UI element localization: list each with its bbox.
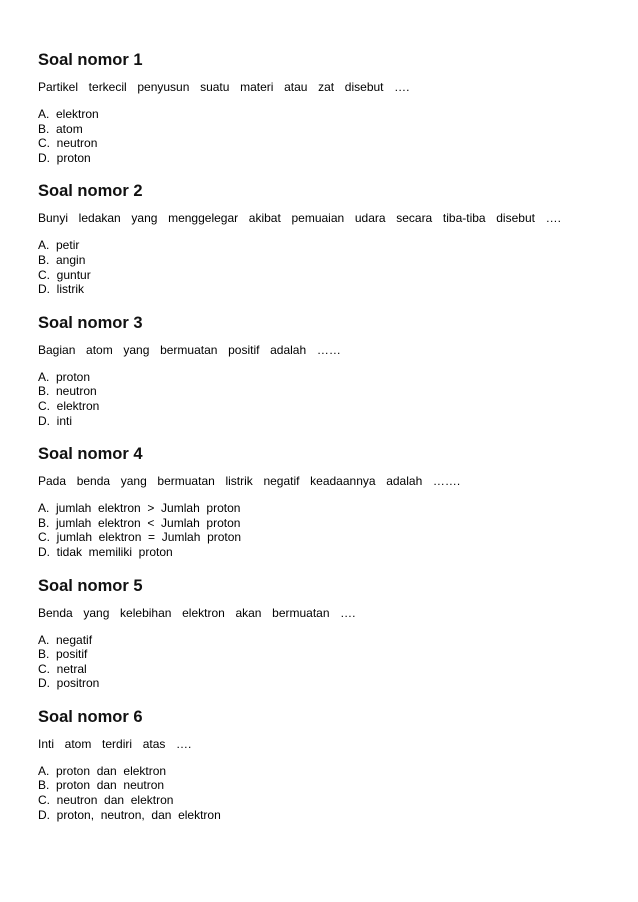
- question-6: [38, 707, 618, 822]
- question-1: [38, 50, 618, 165]
- question-title: Soal nomor 2: [38, 182, 143, 201]
- answer-options: [38, 107, 618, 165]
- option-a: A. proton dan elektron: [38, 763, 167, 778]
- option-d: D. proton, neutron, dan elektron: [38, 807, 221, 822]
- question-text: Partikel terkecil penyusun suatu materi atau zat disebut ….: [38, 80, 410, 94]
- question-text: Bagian atom yang bermuatan positif adalah ……: [38, 342, 341, 357]
- option-d: D. positron: [38, 676, 100, 691]
- question-5: [38, 576, 618, 691]
- question-title: Soal nomor 6: [38, 707, 143, 726]
- option-c: C. guntur: [38, 267, 91, 282]
- question-text: Inti atom terdiri atas ….: [38, 736, 192, 751]
- question-title: Soal nomor 1: [38, 51, 143, 69]
- question-4: [38, 444, 618, 559]
- option-c: C. neutron dan elektron: [38, 793, 174, 808]
- option-b: B. atom: [38, 121, 83, 136]
- question-3: [38, 313, 618, 428]
- question-text: Pada benda yang bermuatan listrik negatif keadaannya adalah …….: [38, 474, 461, 489]
- option-b: B. neutron: [38, 384, 97, 399]
- option-d: D. proton: [38, 150, 91, 165]
- option-a: A. petir: [38, 238, 80, 253]
- option-b: B. jumlah elektron < Jumlah proton: [38, 515, 241, 530]
- answer-options: [38, 370, 618, 428]
- answer-options: [38, 238, 618, 296]
- option-d: D. inti: [38, 413, 73, 428]
- option-c: C. jumlah elektron = Jumlah proton: [38, 530, 242, 545]
- question-title: Soal nomor 4: [38, 445, 143, 464]
- option-b: B. positif: [38, 647, 88, 662]
- option-d: D. tidak memiliki proton: [38, 544, 173, 559]
- option-a: A. elektron: [38, 107, 99, 121]
- option-a: A. jumlah elektron > Jumlah proton: [38, 501, 241, 516]
- document-page: [38, 50, 618, 838]
- option-d: D. listrik: [38, 282, 84, 297]
- answer-options: [38, 764, 618, 822]
- answer-options: [38, 501, 618, 559]
- option-c: C. neutron: [38, 136, 98, 151]
- option-c: C. elektron: [38, 398, 100, 413]
- option-a: A. proton: [38, 369, 91, 384]
- question-text: Benda yang kelebihan elektron akan bermuatan ….: [38, 605, 356, 620]
- question-title: Soal nomor 3: [38, 313, 143, 332]
- option-b: B. proton dan neutron: [38, 778, 165, 793]
- option-a: A. negatif: [38, 632, 93, 647]
- option-c: C. netral: [38, 661, 87, 676]
- question-2: [38, 181, 618, 296]
- answer-options: [38, 633, 618, 691]
- question-title: Soal nomor 5: [38, 576, 143, 595]
- question-text: Bunyi ledakan yang menggelegar akibat pemuaian udara secara tiba-tiba disebut ….: [38, 211, 561, 226]
- option-b: B. angin: [38, 252, 86, 267]
